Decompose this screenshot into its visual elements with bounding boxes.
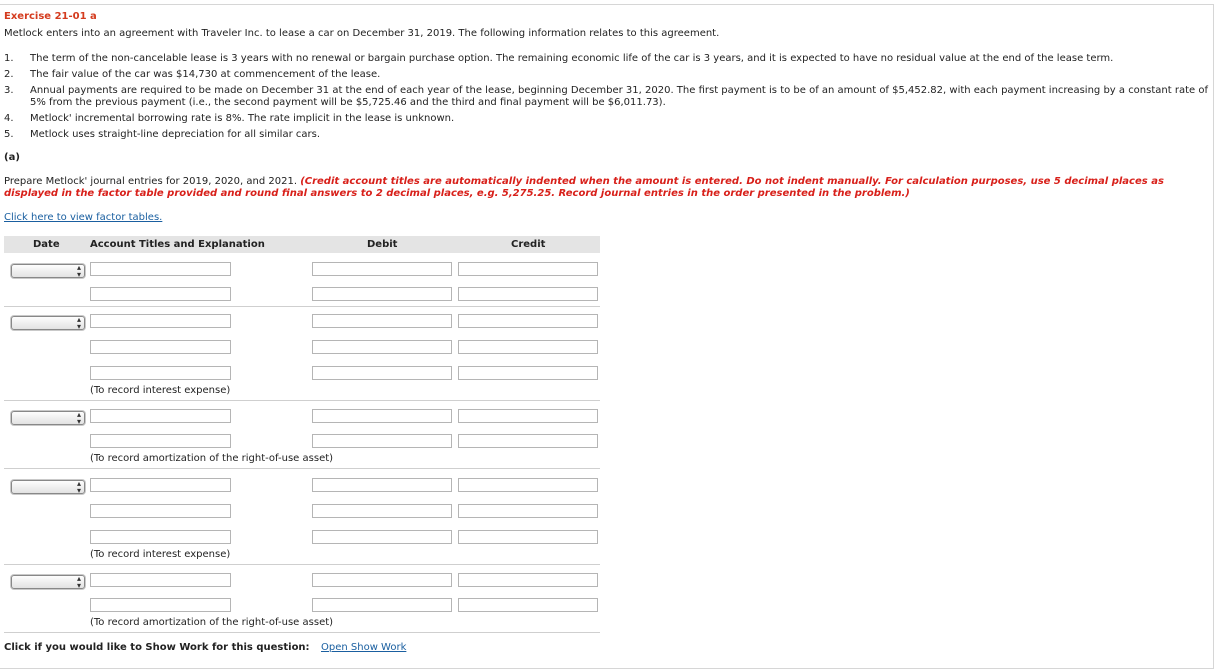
- list-item: [4, 53, 1209, 65]
- header-debit: Debit: [367, 239, 398, 250]
- prepare-instructions: (Credit account titles are automatically indented when the amount is entered. Do not indent manually. For calculation purposes, use 5 decimal places as displayed in the factor table provided and round final answers to 2 decimal places, e.g. 5,275.25. Record journal entries in the order presented in the problem.): [4, 176, 1164, 199]
- date-select[interactable]: [11, 411, 85, 425]
- date-select[interactable]: [11, 316, 85, 330]
- debit-input[interactable]: [312, 598, 452, 612]
- factor-tables-link[interactable]: Click here to view factor tables.: [4, 212, 163, 223]
- list-item: [4, 69, 1209, 81]
- show-work-prompt: Click if you would like to Show Work for this question:: [4, 642, 310, 653]
- credit-input[interactable]: [458, 598, 598, 612]
- debit-input[interactable]: [312, 287, 452, 301]
- credit-input[interactable]: [458, 314, 598, 328]
- debit-input[interactable]: [312, 530, 452, 544]
- list-number: 4.: [4, 113, 14, 124]
- list-number: 3.: [4, 85, 14, 96]
- entry-note: (To record interest expense): [90, 385, 231, 396]
- debit-input[interactable]: [312, 409, 452, 423]
- debit-input[interactable]: [312, 366, 452, 380]
- list-item: [4, 85, 1209, 109]
- prepare-text: Prepare Metlock' journal entries for 2019, 2020, and 2021.: [4, 176, 301, 187]
- select-arrows-icon: ▴ ▾: [76, 263, 81, 279]
- credit-input[interactable]: [458, 434, 598, 448]
- list-number: 1.: [4, 53, 14, 64]
- account-input[interactable]: [90, 504, 231, 518]
- account-input[interactable]: [90, 573, 231, 587]
- credit-input[interactable]: [458, 366, 598, 380]
- select-arrows-icon: ▴ ▾: [76, 315, 81, 331]
- entry-note: (To record amortization of the right-of-use asset): [90, 453, 334, 464]
- select-arrows-icon: ▴ ▾: [76, 574, 81, 590]
- credit-input[interactable]: [458, 504, 598, 518]
- list-item: [4, 113, 1209, 125]
- select-arrows-icon: ▴ ▾: [76, 479, 81, 495]
- date-select[interactable]: [11, 575, 85, 589]
- account-input[interactable]: [90, 434, 231, 448]
- entry-divider: [4, 468, 600, 469]
- entry-divider: [4, 564, 600, 565]
- prepare-paragraph: [4, 176, 1204, 200]
- account-input[interactable]: [90, 314, 231, 328]
- entry-note: (To record interest expense): [90, 549, 231, 560]
- debit-input[interactable]: [312, 262, 452, 276]
- credit-input[interactable]: [458, 530, 598, 544]
- info-list: [4, 53, 1209, 145]
- entry-divider: [4, 632, 600, 633]
- account-input[interactable]: [90, 530, 231, 544]
- part-label: (a): [4, 152, 20, 163]
- list-text: The fair value of the car was $14,730 at commencement of the lease.: [30, 69, 381, 80]
- credit-input[interactable]: [458, 573, 598, 587]
- date-select[interactable]: [11, 264, 85, 278]
- list-number: 5.: [4, 129, 14, 140]
- credit-input[interactable]: [458, 478, 598, 492]
- debit-input[interactable]: [312, 340, 452, 354]
- debit-input[interactable]: [312, 573, 452, 587]
- exercise-title: Exercise 21-01 a: [4, 11, 97, 22]
- list-text: Annual payments are required to be made on December 31 at the end of each year of the lease, beginning December 31, 2020. The first payment is to be of an amount of $5,452.82, with each payment increasing by a constant rate of 5% from the previous payment (i.e., the second payment will be $5,725.46 and the third and final payment will be $6,011.73).: [30, 85, 1208, 108]
- journal-table-header: [4, 236, 600, 253]
- entry-divider: [4, 400, 600, 401]
- account-input[interactable]: [90, 409, 231, 423]
- select-arrows-icon: ▴ ▾: [76, 410, 81, 426]
- debit-input[interactable]: [312, 314, 452, 328]
- debit-input[interactable]: [312, 478, 452, 492]
- account-input[interactable]: [90, 262, 231, 276]
- header-date: Date: [33, 239, 60, 250]
- credit-input[interactable]: [458, 287, 598, 301]
- header-credit: Credit: [511, 239, 546, 250]
- list-item: [4, 129, 1209, 141]
- account-input[interactable]: [90, 340, 231, 354]
- account-input[interactable]: [90, 366, 231, 380]
- intro-text: Metlock enters into an agreement with Traveler Inc. to lease a car on December 31, 2019. The following information relates to this agreement.: [4, 28, 720, 39]
- credit-input[interactable]: [458, 340, 598, 354]
- open-show-work-link[interactable]: Open Show Work: [321, 642, 407, 653]
- entry-divider: [4, 306, 600, 307]
- credit-input[interactable]: [458, 409, 598, 423]
- debit-input[interactable]: [312, 434, 452, 448]
- debit-input[interactable]: [312, 504, 452, 518]
- header-account: Account Titles and Explanation: [90, 239, 265, 250]
- list-text: The term of the non-cancelable lease is 3 years with no renewal or bargain purchase option. The remaining economic life of the car is 3 years, and it is expected to have no residual value at the end of the lease term.: [30, 53, 1114, 64]
- credit-input[interactable]: [458, 262, 598, 276]
- account-input[interactable]: [90, 598, 231, 612]
- entry-note: (To record amortization of the right-of-use asset): [90, 617, 334, 628]
- date-select[interactable]: [11, 480, 85, 494]
- account-input[interactable]: [90, 478, 231, 492]
- list-number: 2.: [4, 69, 14, 80]
- list-text: Metlock' incremental borrowing rate is 8%. The rate implicit in the lease is unknown.: [30, 113, 455, 124]
- list-text: Metlock uses straight-line depreciation for all similar cars.: [30, 129, 320, 140]
- account-input[interactable]: [90, 287, 231, 301]
